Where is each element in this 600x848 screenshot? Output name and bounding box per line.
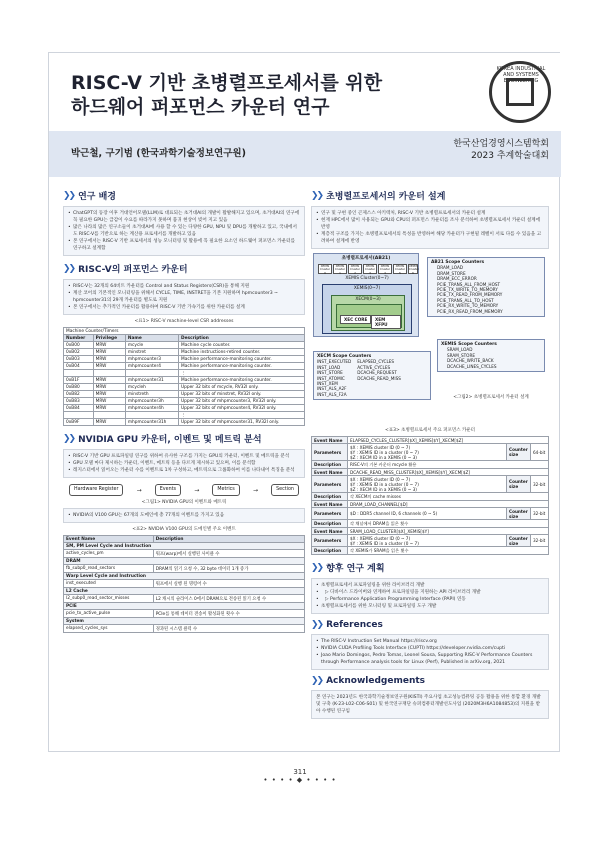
- counter-name: INST_XEM: [317, 381, 338, 387]
- counter-name: DRAM_STORE: [437, 270, 466, 276]
- xecm-counter-list-b: [357, 359, 401, 397]
- bullet: • ChatGPT의 등장 이후 거대언어모델(LLM)로 대표되는 초거대AI의 개발이 활발해지고 있으며, 초거대AI의 연구에 꼭 필요한 GPU는 급감이 수요를 따라가지 못하며 품귀 현상이 빚어 지고 있음: [68, 210, 300, 224]
- table-title: Machine Counter/Timers: [64, 328, 305, 335]
- counter-name: DCACHE_READ_MISS: [357, 375, 401, 381]
- table-cell: [125, 370, 178, 377]
- xemis-block: [331, 295, 405, 331]
- figure-caption: <그림1> NVIDIA GPU의 이벤트와 메트릭: [141, 500, 227, 505]
- size-label: Counter size: [507, 476, 531, 493]
- bullet: • RISC-V는 32개의 64비트 카운터를 Control and Status Registers(CSR)을 통해 지원: [68, 283, 300, 290]
- section-title: NVIDIA GPU 카운터, 이벤트 및 메트릭 분석: [78, 435, 262, 445]
- flow-box-section: Section: [271, 484, 299, 496]
- cluster-chip: XEMIS Cluster 4: [378, 264, 392, 274]
- future-bullets: [311, 578, 549, 614]
- bullet: • 연구 및 구현 중인 곤제스스 아키텍처, RISC-V 기반 초병렬프로세서의 카운터 설계: [316, 210, 544, 217]
- event-params: [348, 444, 507, 461]
- counter-size: 64-bit: [531, 444, 549, 461]
- chevron-icon: ❯❯: [311, 562, 323, 573]
- event-params: [348, 535, 507, 547]
- table-section-cell: PCIE: [64, 603, 305, 610]
- event-description: 각 XEMIS가 SRAM을 읽은 횟수: [348, 547, 549, 555]
- cluster-title: XEMIS Cluster(0~7): [345, 276, 389, 281]
- table-cell: mcycleh: [125, 384, 178, 391]
- csr-table-body: [64, 342, 305, 426]
- cluster-chip: XEMIS Cluster 0: [318, 264, 332, 274]
- table-cell: MRW: [93, 391, 125, 398]
- csr-table: [63, 327, 305, 426]
- poster: [48, 52, 560, 752]
- title-line-2: 하드웨어 퍼포먼스 카운터 연구: [71, 96, 330, 118]
- table-section-row: [64, 588, 305, 595]
- counter-name: INST_ALS_A2F: [317, 386, 347, 392]
- cluster-chip: XEMIS Cluster 5: [393, 264, 407, 274]
- counter-size: 32-bit: [531, 535, 549, 547]
- row-label: Parameters: [312, 444, 348, 461]
- left-column: [63, 185, 305, 633]
- event-desc-row: [312, 493, 549, 501]
- chevron-icon: ❯❯: [63, 433, 75, 444]
- table-cell: Upper 32 bits of mhpmcounter4, RV32I only.: [179, 405, 305, 412]
- event-desc-row: [312, 547, 549, 555]
- table-section-row: [64, 558, 305, 565]
- table-cell: mhpmcounter4: [125, 363, 178, 370]
- table-cell: 워프에서 실행 된 명령어 수: [153, 580, 304, 588]
- counter-name: PCIE_RX_READ_FROM_MEMORY: [437, 308, 503, 314]
- references-list: [311, 634, 549, 670]
- reference-item: • NVIDIA CUDA Profiling Tools Interface (CUPTI) https://developer.nvidia.com/cupti: [316, 645, 544, 652]
- table-caption: <표1> RISC-V machine-level CSR addresses: [134, 319, 234, 324]
- bullet: • 현재 HPC에서 많이 사용되는 GPU와 CPU의 퍼포먼스 카운터를 조사 분석하여 초병렬프로세서 카운터 설계에 반영: [316, 217, 544, 231]
- row-label: Description: [312, 493, 348, 501]
- table-cell: fb_subp0_read_sectors: [64, 565, 154, 573]
- row-label: Description: [312, 461, 348, 469]
- title-line-1: RISC-V 기반 초병렬프로세서를 위한: [71, 72, 383, 94]
- page-number: 311: [293, 768, 307, 776]
- table-cell: 0xB82: [64, 391, 94, 398]
- section-heading-background: [63, 189, 305, 202]
- acknowledgements-text: 본 연구는 2023년도 한국과학기술정보연구원(KISTI) 주요사업 초고성능컴퓨팅 공동 활용을 위한 통합 환경 개발 및 구축 (K-23-L02-C06-S01) 및 한국연구재단 슈퍼컴퓨터개발선도사업 (2020M3H6A1084853)의 지원을 받아 수행된 연구임: [311, 690, 549, 719]
- section-heading-nvidia: [63, 432, 305, 445]
- event-description: 각 XECM의 cache misses: [348, 493, 549, 501]
- section-heading-riscv-counters: [63, 262, 305, 275]
- table-cell: mcycle: [125, 342, 178, 349]
- table-cell: [125, 412, 178, 419]
- table-cell: MRW: [93, 342, 125, 349]
- event-desc-row: [312, 461, 549, 469]
- counter-name: PCIE_RX_WRITE_TO_MEMORY: [437, 303, 499, 309]
- table-row: [64, 580, 305, 588]
- table-cell: [93, 370, 125, 377]
- table-row: [64, 391, 305, 398]
- table-cell: mhpmcounter3: [125, 356, 178, 363]
- row-label: Parameters: [312, 476, 348, 493]
- counter-name: SRAM_STORE: [447, 352, 476, 358]
- processor-title: 초병렬프로세서(AB21): [341, 256, 391, 261]
- ab21-scope-counters: [427, 257, 545, 317]
- chevron-icon: ❯❯: [63, 263, 75, 274]
- bullet: • 본 연구에서는 RISC-V 기반 프로세서의 성능 모니터링 및 활용에 꼭 필요한 요소인 하드웨어 퍼포먼스 카운터를 연구하고 설계함: [68, 238, 300, 252]
- table-row: [64, 398, 305, 405]
- bullet: • 많은 나라의 많은 연구소들이 초거대AI에 사용 할 수 있는 다양한 GPU, NPU 및 DPU를 개발하고 있고, 국내에서도 RISC-V를 기반으로 하는 계산용 프로세서를 개발하고 있음: [68, 224, 300, 238]
- table-section-row: [64, 573, 305, 580]
- sub-bullet: • ▷ 디바이스 드라이버와 연계하여 프로파일링을 지원하는 API 라이브러리 개발: [316, 589, 544, 596]
- table-cell: 0xB03: [64, 356, 94, 363]
- table-cell: MRW: [93, 363, 125, 370]
- bullet: • GPU 모델 마다 제시하는 카운터, 이벤트, 메트릭 등을 다르게 제시하고 있으며, 이를 분석함: [68, 460, 300, 467]
- table-cell: active_cycles_pm: [64, 550, 154, 558]
- table-cell: mhpmcounter3h: [125, 398, 178, 405]
- table-cell: MRW: [93, 356, 125, 363]
- row-label: Description: [312, 547, 348, 555]
- event-description: RISC-V의 기본 카운터 mcycle 활용: [348, 461, 549, 469]
- table-row: [64, 349, 305, 356]
- bullet: • 초병렬프로세서 프로파일링을 위한 라이브러리 개발: [316, 582, 544, 589]
- table-row: [64, 356, 305, 363]
- reference-item: • The RISC-V Instruction Set Manual https://riscv.org: [316, 638, 544, 645]
- counter-name: DRAM_ECC_ERROR: [437, 276, 477, 282]
- event-name-row: [312, 437, 549, 444]
- chevron-icon: ❯❯: [311, 190, 323, 201]
- event-table-body: [312, 437, 549, 555]
- bullet: • 계층적 구조를 가지는 초병렬프로세서의 특성을 반영하여 해당 카운터가 구현될 레벨이 서로 다를 수 있음을 고려하여 설계에 반영: [316, 231, 544, 245]
- xemis-counter-list: [441, 347, 541, 369]
- table-row: [64, 625, 305, 633]
- table-section-row: [64, 603, 305, 610]
- counter-name: INST_ATOMIC: [317, 375, 345, 381]
- event-name: DCACHE_READ_MISS_CLUSTER[$X]_XEMIS[$Y]_XECM[$Z]: [348, 469, 549, 476]
- table-section-cell: DRAM: [64, 558, 305, 565]
- riscv-bullets: [63, 279, 305, 315]
- arrow-icon: →: [136, 486, 142, 494]
- chevron-icon: ❯❯: [311, 620, 323, 630]
- table-cell: pcie_tx_active_pulse: [64, 610, 154, 618]
- table-cell: mhpmcounter31: [125, 377, 178, 384]
- counter-name: DCACHE_LINES_CYCLES: [447, 363, 497, 369]
- counter-box-title: XEMIS Scope Counters: [441, 342, 497, 347]
- table-row: [64, 377, 305, 384]
- right-column: [311, 185, 549, 725]
- counter-box-title: XECM Scope Counters: [317, 354, 372, 359]
- table-cell: 0xB00: [64, 342, 94, 349]
- table-cell: mhpmcounter31h: [125, 419, 178, 426]
- table-cell: 0xB9F: [64, 419, 94, 426]
- column-header: Name: [125, 335, 178, 342]
- table-caption: <표2> NVIDIA V100 GPU의 도메인별 주요 이벤트: [132, 527, 236, 532]
- counter-name: PCIE_TX_READ_FROM_MEMORY: [437, 292, 503, 298]
- table-cell: l2_subp0_read_sector_misses: [64, 595, 154, 603]
- column-header: Privilege: [93, 335, 125, 342]
- column-header: Description: [153, 536, 304, 543]
- table-section-cell: L2 Cache: [64, 588, 305, 595]
- table-cell: elapsed_cycles_sys: [64, 625, 154, 633]
- flow-box-hardware-register: Hardware Register: [69, 484, 123, 496]
- row-label: Event Name: [312, 528, 348, 535]
- table-cell: 0xB1F: [64, 377, 94, 384]
- table-cell: [93, 412, 125, 419]
- counter-name: DCACHE_WRITE_BACK: [447, 358, 494, 364]
- background-bullets: [63, 206, 305, 256]
- cluster-chip: XEMIS Cluster 2: [348, 264, 362, 274]
- section-title: 향후 연구 계획: [326, 564, 385, 574]
- table-cell: inst_executed: [64, 580, 154, 588]
- table-row: [64, 412, 305, 419]
- xecm-scope-counters: [313, 351, 431, 400]
- table-row: [64, 565, 305, 573]
- table-row: [64, 405, 305, 412]
- counter-name: INST_EXECUTED: [317, 359, 352, 365]
- table-cell: MRW: [93, 398, 125, 405]
- xem-xfpu-block: XEM XFPU: [371, 315, 401, 329]
- table-cell: Machine instructions-retired counter.: [179, 349, 305, 356]
- row-label: Event Name: [312, 437, 348, 444]
- table-row: [64, 342, 305, 349]
- nvidia-event-table: [63, 535, 305, 633]
- section-title: Acknowledgements: [326, 676, 426, 686]
- table-cell: Machine cycle counter.: [179, 342, 305, 349]
- counter-size: 32-bit: [531, 508, 549, 520]
- table-cell: Machine performance-monitoring counter.: [179, 356, 305, 363]
- event-params-row: [312, 476, 549, 493]
- param-line: $Y : XEMIS ID in a cluster (0 ~ 7): [350, 481, 419, 487]
- flow-box-metrics: Metrics: [212, 484, 239, 496]
- section-heading-counter-design: [311, 189, 549, 202]
- counter-size: 32-bit: [531, 476, 549, 493]
- bullet: • 레지스터에서 읽어오는 카운터 수를 이벤트로 1차 구성하고, 메트릭으로 그룹화하여 이를 나타내어 특징을 분석: [68, 467, 300, 474]
- table-row: [64, 370, 305, 377]
- sub-bullet: • ▷ Performance Application Programming Interface (PAPI) 연동: [316, 596, 544, 603]
- row-label: Parameters: [312, 535, 348, 547]
- size-label: Counter size: [507, 535, 531, 547]
- xemis-scope-counters: [437, 339, 545, 372]
- section-title: References: [326, 620, 383, 630]
- nvidia-table-body: [64, 543, 305, 633]
- xemis-cluster-block: [322, 284, 412, 334]
- table-cell: L2 캐시의 슬라이스 0에서 DRAM으로 전송된 읽기 요청 수: [153, 595, 304, 603]
- event-name: ELAPSED_CYCLES_CLUSTER[$X]_XEMIS[$Y]_XECM[$Z]: [348, 437, 549, 444]
- table-cell: 경과된 시스템 클럭 수: [153, 625, 304, 633]
- table-cell: 0xB84: [64, 405, 94, 412]
- param-line: $Z : XECM ID in a XEMIS (0 ~ 3): [350, 454, 417, 460]
- bullet: • NVIDIA의 V100 GPU는 67개의 도메인에 총 77개의 이벤트를 가지고 있음: [68, 512, 300, 519]
- size-label: Counter size: [507, 444, 531, 461]
- logo-emblem: [506, 78, 534, 106]
- counter-name: SRAM_LOAD: [447, 347, 473, 353]
- counter-name: PCIE_TRANS_ALL_FROM_HOST: [437, 281, 501, 287]
- chevron-icon: ❯❯: [311, 676, 323, 686]
- table-cell: 0xB80: [64, 384, 94, 391]
- table-cell: MRW: [93, 384, 125, 391]
- xec-core-block: XEC CORE: [340, 315, 371, 324]
- size-label: Counter size: [507, 508, 531, 520]
- table-cell: Machine performance-monitoring counter.: [179, 363, 305, 370]
- section-heading-references: [311, 620, 549, 630]
- table-cell: MRW: [93, 405, 125, 412]
- table-row: [64, 384, 305, 391]
- param-line: $Y : XEMIS ID in a cluster (0 ~ 7): [350, 449, 419, 455]
- table-row: [64, 610, 305, 618]
- xemis-title: XEMIS(0~7): [353, 286, 381, 291]
- table-section-cell: Warp Level Cycle and Instruction: [64, 573, 305, 580]
- table-cell: mhpmcounter4h: [125, 405, 178, 412]
- venue-line-2: 2023 추계학술대회: [471, 151, 549, 161]
- xecm-block: [336, 304, 402, 328]
- table-cell: Machine performance-monitoring counter.: [179, 377, 305, 384]
- bullet: • 계산 코어의 기본적인 모니터링을 위해서 CYCLE, TIME, INSTRET을 기본 지원하며 hpmcounter3 ~ hpmcounter31의 29개 카운터를 별도로 지원: [68, 290, 300, 304]
- counter-name: ELAPSED_CYCLES: [357, 359, 395, 365]
- authors: 박근철, 구기범 (한국과학기술정보연구원): [71, 148, 246, 159]
- title-area: [49, 53, 561, 131]
- counter-name: PCIE_TRANS_ALL_TO_HOST: [437, 297, 494, 303]
- nvidia-bullet-2: [63, 508, 305, 523]
- row-label: Event Name: [312, 469, 348, 476]
- section-title: 연구 배경: [78, 192, 117, 202]
- table-cell: [64, 412, 94, 419]
- cluster-chip: XEMIS Cluster 3: [363, 264, 377, 274]
- xecm-counter-list-a: [317, 359, 351, 397]
- counter-name: INST_LOAD: [317, 364, 341, 370]
- row-label: Description: [312, 520, 348, 528]
- cluster-chip: XEMIS Cluster 1: [333, 264, 347, 274]
- row-label: Event Name: [312, 501, 348, 508]
- table-cell: MRW: [93, 349, 125, 356]
- event-description: 각 채널에서 DRAM을 읽은 횟수: [348, 520, 549, 528]
- param-line: $Z : XECM ID in a XEMIS (0 ~ 3): [350, 486, 417, 492]
- table-caption: <표3> 초병렬프로세서 주요 퍼포먼스 카운터: [384, 428, 476, 433]
- chevron-icon: ❯❯: [63, 190, 75, 201]
- arrow-icon: →: [194, 486, 200, 494]
- section-heading-acknowledgements: [311, 676, 549, 686]
- counter-name: DCACHE_REQUEST: [357, 370, 397, 376]
- bullet: • RISC-V 기반 GPU 프로파일링 연구를 위하여 유사한 구조를 가지는 GPU의 카운터, 이벤트 및 메트릭을 분석: [68, 453, 300, 460]
- table-section-cell: System: [64, 618, 305, 625]
- poster-title: [71, 71, 382, 119]
- table-cell: minstret: [125, 349, 178, 356]
- section-title: RISC-V의 퍼포먼스 카운터: [78, 265, 188, 275]
- logo-lettering: KOREA INDUSTRIAL AND SYSTEMS ENGINEERING: [496, 66, 546, 84]
- table-cell: ⋮: [179, 370, 305, 377]
- nvidia-bullets: [63, 449, 305, 478]
- event-desc-row: [312, 520, 549, 528]
- table-cell: MRW: [93, 377, 125, 384]
- event-params-row: [312, 535, 549, 547]
- event-name-row: [312, 469, 549, 476]
- param-line: $D : DDR5 channel ID, 6 channels (0 ~ 5): [350, 511, 438, 516]
- event-name: SRAM_LOAD_CLUSTER[$X]_XEMIS[$Y]: [348, 528, 549, 535]
- event-params: [348, 476, 507, 493]
- table-row: [64, 595, 305, 603]
- column-header: Number: [64, 335, 94, 342]
- table-cell: Upper 32 bits of mcycle, RV32I only.: [179, 384, 305, 391]
- param-line: $X : XEMIS cluster ID (0 ~ 7): [350, 535, 411, 541]
- counter-name: DRAM_LOAD: [437, 265, 464, 271]
- event-params-row: [312, 508, 549, 520]
- counter-architecture-diagram: [311, 251, 549, 437]
- xecm-counter-columns: [317, 359, 427, 397]
- section-title: 초병렬프로세서의 카운터 설계: [326, 192, 446, 202]
- table-cell: ⋮: [179, 412, 305, 419]
- table-cell: MRW: [93, 419, 125, 426]
- column-header: Description: [179, 335, 305, 342]
- counter-box-title: AB21 Scope Counters: [431, 260, 485, 265]
- event-flow-diagram: [69, 484, 299, 496]
- counter-name: PCIE_TX_WRITE_TO_MEMORY: [437, 287, 498, 293]
- event-params: [348, 508, 507, 520]
- column-header: Event Name: [64, 536, 154, 543]
- table-cell: Upper 32 bits of minstret, RV32I only.: [179, 391, 305, 398]
- event-name: DRAM_LOAD_CHANNEL[$D]: [348, 501, 549, 508]
- param-line: $X : XEMIS cluster ID (0 ~ 7): [350, 444, 411, 450]
- param-line: $Y : XEMIS ID in a cluster (0 ~ 7): [350, 540, 419, 546]
- flow-box-events: Events: [155, 484, 181, 496]
- table-row: [64, 419, 305, 426]
- row-label: Parameters: [312, 508, 348, 520]
- processor-block: [313, 253, 419, 337]
- reference-item: • Joao Mario Domingos, Pedro Tomas, Leonel Sousa, Supporting RISC-V Performance Counters through Performance analysis tools for Linux (Perf), Published in arXiv.org, 2021: [316, 652, 544, 666]
- table-section-row: [64, 618, 305, 625]
- table-cell: Upper 32 bits of mhpmcounter3, RV32I only.: [179, 398, 305, 405]
- society-logo: [489, 61, 551, 123]
- counter-name: INST_ALS_F2A: [317, 391, 347, 397]
- counter-event-table: [311, 436, 549, 555]
- table-cell: 0xB04: [64, 363, 94, 370]
- author-bar: [49, 131, 561, 177]
- table-cell: 0xB02: [64, 349, 94, 356]
- section-heading-future-work: [311, 561, 549, 574]
- table-row: [64, 550, 305, 558]
- table-section-row: [64, 543, 305, 550]
- event-name-row: [312, 528, 549, 535]
- table-cell: PCIe를 통해 데이터 전송이 활성화된 횟수 수: [153, 610, 304, 618]
- table-cell: Upper 32 bits of mhpmcounter31, RV32I only.: [179, 419, 305, 426]
- table-cell: 0xB83: [64, 398, 94, 405]
- figure-caption: <그림2> 초병렬프로세서 카운터 설계: [453, 395, 529, 400]
- ab21-counter-list: [431, 265, 541, 314]
- param-line: $X : XEMIS cluster ID (0 ~ 7): [350, 476, 411, 482]
- event-name-row: [312, 501, 549, 508]
- footer-ornament: • • • • ◆ • • • •: [263, 776, 337, 784]
- cluster-chip: XEMIS Cluster 6: [409, 264, 419, 275]
- table-cell: 워프(warp)에서 실행된 사이클 수: [153, 550, 304, 558]
- table-section-cell: SM, PM Level Cycle and Instruction: [64, 543, 305, 550]
- venue-line-1: 한국산업경영시스템학회: [453, 139, 549, 149]
- table-cell: [64, 370, 94, 377]
- page-footer: [0, 768, 600, 784]
- design-bullets: [311, 206, 549, 249]
- table-row: [64, 363, 305, 370]
- counter-name: INST_STORE: [317, 370, 343, 376]
- event-params-row: [312, 444, 549, 461]
- venue: [453, 138, 549, 162]
- table-cell: minstreth: [125, 391, 178, 398]
- table-cell: DRAM의 읽기 요청 수, 32 byte 데이터 1개 증가: [153, 565, 304, 573]
- bullet: • 본 연구에서는 추가적인 카운터를 활용하여 RISC-V 기반 가속기를 위한 카운터를 설계: [68, 304, 300, 311]
- arrow-icon: →: [252, 486, 258, 494]
- counter-name: ACTIVE_CYCLES: [357, 364, 391, 370]
- xecm-title: XECM(0~3): [355, 297, 381, 302]
- bullet: • 초병렬프로세서를 위한 모니터링 및 프로파일링 도구 개발: [316, 603, 544, 610]
